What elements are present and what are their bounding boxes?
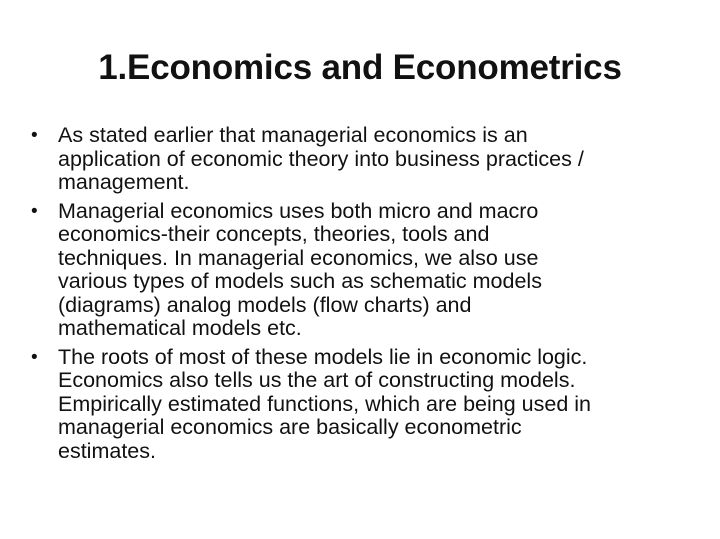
bullet-2-line-4: various types of models such as schematic models: [58, 269, 542, 293]
bullet-list: [30, 124, 698, 468]
bullet-2-line-6: mathematical models etc.: [58, 316, 302, 340]
slide-title: 1.Economics and Econometrics: [98, 48, 622, 87]
bullet-dot-icon: •: [31, 346, 38, 368]
bullet-1-line-3: management.: [58, 170, 190, 194]
bullet-3-line-1: The roots of most of these models lie in economic logic.: [58, 344, 588, 369]
bullet-2-line-2: economics-their concepts, theories, tools and: [58, 222, 490, 246]
bullet-item-3: [30, 346, 698, 464]
bullet-3-line-2: Economics also tells us the art of constructing models.: [58, 368, 576, 392]
bullet-dot-icon: •: [31, 200, 38, 222]
bullet-3-line-4: managerial economics are basically econometric: [58, 415, 522, 439]
bullet-2-line-5: (diagrams) analog models (flow charts) and: [58, 292, 472, 317]
bullet-3-line-5: estimates.: [58, 438, 156, 463]
bullet-2-line-3: techniques. In managerial economics, we also use: [58, 245, 539, 270]
bullet-3-line-3: Empirically estimated functions, which are being used in: [58, 391, 591, 416]
bullet-2-line-1: Managerial economics uses both micro and macro: [58, 198, 539, 223]
bullet-1-line-2: application of economic theory into business practices /: [58, 146, 584, 171]
bullet-1-line-1: As stated earlier that managerial economics is an: [58, 123, 528, 147]
bullet-dot-icon: •: [31, 125, 38, 146]
bullet-item-1: [30, 124, 698, 195]
bullet-item-2: [30, 200, 698, 341]
